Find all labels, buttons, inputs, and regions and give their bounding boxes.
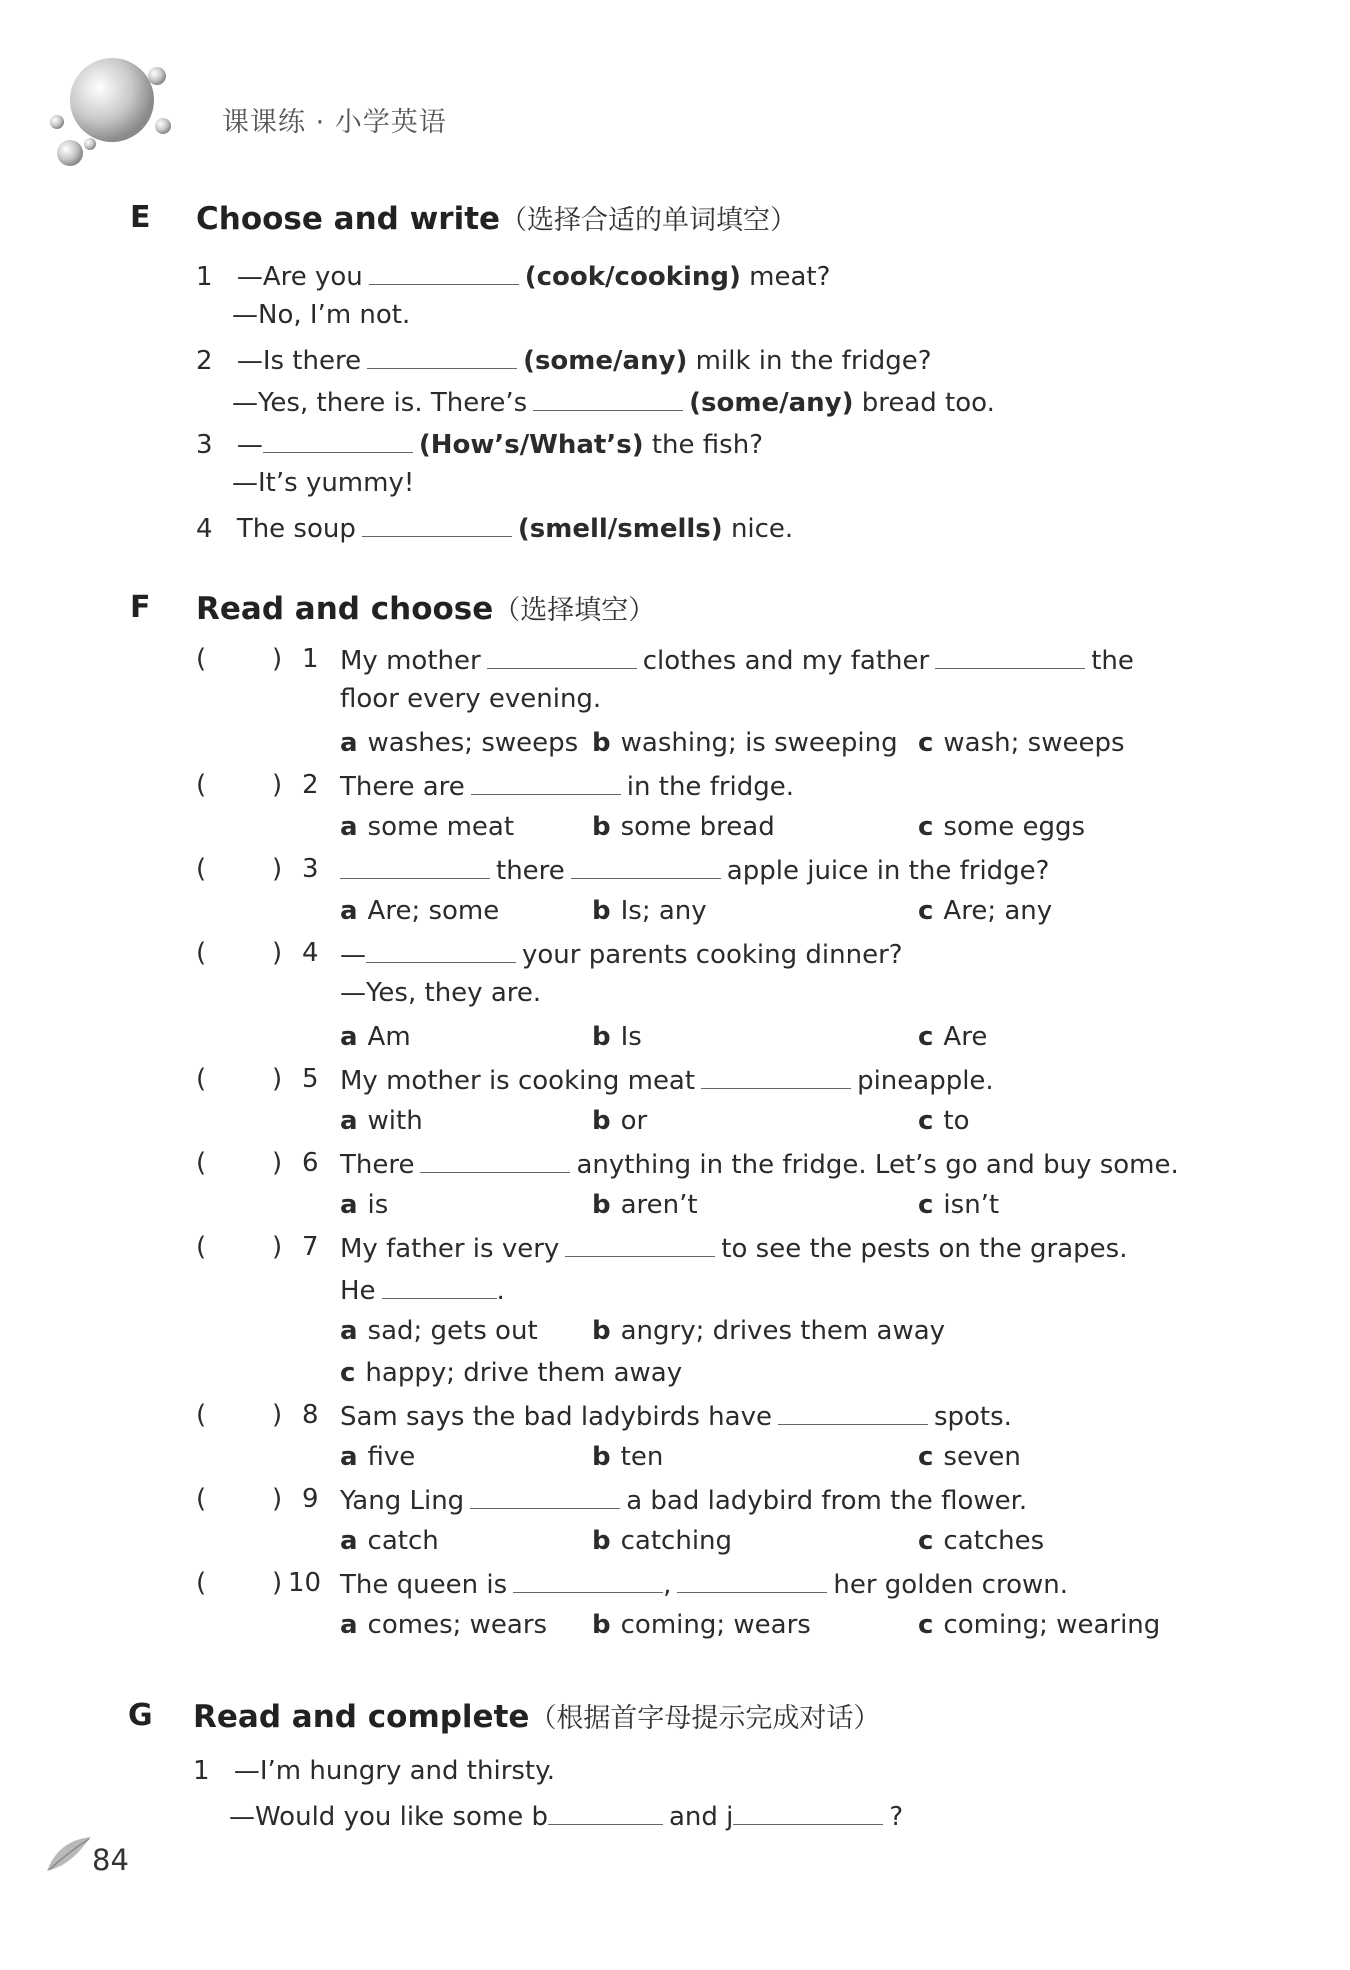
option-key: a	[340, 1442, 358, 1472]
e-q1-reply: —No, I’m not.	[232, 300, 411, 330]
q-number: 4	[302, 938, 319, 968]
q-number: 1	[193, 1756, 210, 1786]
question-text: My mother	[340, 646, 481, 676]
option-text: comes; wears	[367, 1610, 548, 1640]
answer-blank[interactable]	[565, 1232, 715, 1257]
section-f-letter: F	[130, 590, 151, 625]
option-text: Is; any	[620, 896, 707, 926]
option-c[interactable]	[918, 1526, 1044, 1556]
q-number: 9	[302, 1484, 319, 1514]
option-key: b	[592, 1190, 611, 1220]
header-title: 课课练 · 小学英语	[222, 107, 447, 138]
option-c[interactable]	[918, 1022, 987, 1052]
option-a[interactable]	[340, 1106, 423, 1136]
option-text: wash; sweeps	[943, 728, 1125, 758]
question-text: —Yes, there is. There’s	[232, 388, 528, 418]
q-number: 8	[302, 1400, 319, 1430]
question-line	[340, 854, 1049, 884]
option-key: c	[918, 1022, 934, 1052]
option-b[interactable]	[592, 1316, 945, 1346]
option-text: Are; any	[943, 896, 1053, 926]
option-text: some eggs	[943, 812, 1086, 842]
q-number: 3	[196, 430, 213, 460]
answer-blank[interactable]	[263, 428, 413, 453]
question-text: spots.	[933, 1402, 1012, 1432]
option-text: happy; drive them away	[365, 1358, 683, 1388]
question-line	[340, 1232, 1127, 1262]
section-e-heading: Choose and write	[196, 201, 501, 237]
option-c[interactable]	[340, 1358, 682, 1388]
option-c[interactable]	[918, 1106, 970, 1136]
answer-paren-open: (	[196, 1148, 207, 1178]
answer-blank[interactable]	[548, 1800, 663, 1825]
question-text: ?	[889, 1802, 904, 1832]
question-text: milk in the fridge?	[695, 346, 932, 376]
answer-blank[interactable]	[513, 1568, 663, 1593]
word-options: (some/any)	[689, 388, 854, 418]
g-q1-reply	[229, 1800, 903, 1830]
answer-paren-close: )	[272, 1400, 283, 1430]
option-b[interactable]	[592, 1190, 698, 1220]
answer-blank[interactable]	[340, 854, 490, 879]
q-number: 1	[302, 644, 319, 674]
option-text: sad; gets out	[367, 1316, 538, 1346]
answer-paren-close: )	[272, 1148, 283, 1178]
answer-paren-open: (	[196, 1568, 207, 1598]
q-number: 4	[196, 514, 213, 544]
option-key: c	[918, 812, 934, 842]
option-b[interactable]	[592, 1442, 663, 1472]
q-number: 7	[302, 1232, 319, 1262]
option-text: is	[367, 1190, 389, 1220]
answer-blank[interactable]	[533, 386, 683, 411]
option-key: a	[340, 1610, 358, 1640]
answer-box[interactable]	[210, 1400, 266, 1428]
question-text: the	[1091, 646, 1134, 676]
question-text: bread too.	[861, 388, 995, 418]
answer-blank[interactable]	[369, 260, 519, 285]
option-text: five	[367, 1442, 416, 1472]
option-key: c	[918, 1610, 934, 1640]
question-text: and j	[668, 1802, 734, 1832]
question-text: —Is there	[236, 346, 362, 376]
option-key: a	[340, 728, 358, 758]
question-reply: —Yes, they are.	[340, 978, 542, 1008]
question-text: .	[496, 1276, 505, 1306]
answer-paren-open: (	[196, 1400, 207, 1430]
answer-paren-close: )	[272, 1232, 283, 1262]
question-line	[340, 770, 794, 800]
question-text: Yang Ling	[340, 1486, 465, 1516]
answer-box[interactable]	[210, 1484, 266, 1512]
option-key: b	[592, 1442, 611, 1472]
answer-blank[interactable]	[571, 854, 721, 879]
option-key: a	[340, 896, 358, 926]
option-a[interactable]	[340, 896, 499, 926]
option-a[interactable]	[340, 1526, 439, 1556]
section-g-title	[193, 1696, 880, 1735]
option-c[interactable]	[918, 1190, 999, 1220]
question-text: clothes and my father	[642, 646, 930, 676]
option-key: b	[592, 1610, 611, 1640]
option-text: coming; wearing	[943, 1610, 1161, 1640]
answer-paren-open: (	[196, 854, 207, 884]
question-text: —Would you like some b	[229, 1802, 548, 1832]
e-q2-reply	[232, 386, 995, 416]
option-b[interactable]	[592, 896, 707, 926]
q-number: 6	[302, 1148, 319, 1178]
question-text: Sam says the bad ladybirds have	[340, 1402, 772, 1432]
option-key: c	[918, 1190, 934, 1220]
option-key: b	[592, 1316, 611, 1346]
answer-blank[interactable]	[487, 644, 637, 669]
option-text: catch	[367, 1526, 439, 1556]
option-key: c	[340, 1358, 356, 1388]
option-text: to	[943, 1106, 970, 1136]
question-text: The queen is	[340, 1570, 508, 1600]
q-number: 2	[302, 770, 319, 800]
option-key: b	[592, 1106, 611, 1136]
question-text: meat?	[749, 262, 831, 292]
q-number: 3	[302, 854, 319, 884]
answer-blank[interactable]	[778, 1400, 928, 1425]
question-text: He	[340, 1276, 376, 1306]
option-text: aren’t	[620, 1190, 698, 1220]
question-line	[340, 938, 903, 968]
answer-box[interactable]	[210, 770, 266, 798]
option-a[interactable]	[340, 1442, 415, 1472]
word-options: (cook/cooking)	[524, 262, 741, 292]
option-text: Am	[367, 1022, 411, 1052]
section-f-heading: Read and choose	[196, 591, 494, 627]
option-b[interactable]	[592, 812, 775, 842]
question-text: to see the pests on the grapes.	[721, 1234, 1128, 1264]
option-key: a	[340, 812, 358, 842]
question-text: There are	[340, 772, 465, 802]
answer-paren-close: )	[272, 938, 283, 968]
option-text: some bread	[620, 812, 775, 842]
e-q2-line	[196, 344, 932, 374]
g-q1-line	[193, 1758, 555, 1784]
answer-blank[interactable]	[701, 1064, 851, 1089]
option-key: c	[918, 1442, 934, 1472]
question-line	[340, 1484, 1027, 1514]
question-line	[340, 1400, 1012, 1430]
answer-box[interactable]	[210, 1568, 266, 1596]
question-text: My father is very	[340, 1234, 560, 1264]
answer-paren-close: )	[272, 1484, 283, 1514]
answer-blank[interactable]	[733, 1800, 883, 1825]
option-text: seven	[943, 1442, 1021, 1472]
question-line	[340, 1064, 994, 1094]
question-text: in the fridge.	[626, 772, 795, 802]
question-line	[340, 1148, 1179, 1178]
question-text: My mother is cooking meat	[340, 1066, 696, 1096]
word-options: (How’s/What’s)	[418, 430, 644, 460]
answer-blank[interactable]	[362, 512, 512, 537]
option-key: a	[340, 1190, 358, 1220]
answer-blank[interactable]	[366, 938, 516, 963]
option-text: catches	[943, 1526, 1045, 1556]
option-key: a	[340, 1022, 358, 1052]
answer-paren-open: (	[196, 1064, 207, 1094]
option-text: catching	[620, 1526, 733, 1556]
question-text: —	[236, 430, 263, 460]
e-q3-line	[196, 428, 763, 458]
answer-box[interactable]	[210, 854, 266, 882]
q-number: 2	[196, 346, 213, 376]
option-a[interactable]	[340, 1022, 411, 1052]
section-g-subtitle: （根据首字母提示完成对话）	[529, 1703, 881, 1734]
question-text: —	[340, 940, 366, 970]
q-number: 10	[288, 1568, 322, 1598]
option-text: Are	[943, 1022, 988, 1052]
option-key: b	[592, 1022, 611, 1052]
answer-paren-open: (	[196, 770, 207, 800]
answer-blank[interactable]	[471, 770, 621, 795]
answer-box[interactable]	[210, 1064, 266, 1092]
question-text: her golden crown.	[833, 1570, 1069, 1600]
option-a[interactable]	[340, 1190, 388, 1220]
answer-blank[interactable]	[935, 644, 1085, 669]
option-c[interactable]	[918, 896, 1052, 926]
answer-blank[interactable]	[677, 1568, 827, 1593]
option-text: coming; wears	[620, 1610, 811, 1640]
page-number: 84	[92, 1843, 129, 1877]
q-number: 1	[196, 262, 213, 292]
option-text: isn’t	[943, 1190, 1000, 1220]
answer-paren-open: (	[196, 938, 207, 968]
option-b[interactable]	[592, 1610, 811, 1640]
option-key: b	[592, 728, 611, 758]
word-options: (smell/smells)	[517, 514, 723, 544]
answer-box[interactable]	[210, 644, 266, 672]
option-key: b	[592, 896, 611, 926]
option-c[interactable]	[918, 812, 1085, 842]
option-key: c	[918, 728, 934, 758]
section-e-subtitle: （选择合适的单词填空）	[500, 205, 798, 236]
option-key: a	[340, 1106, 358, 1136]
option-key: b	[592, 1526, 611, 1556]
question-text: nice.	[730, 514, 794, 544]
answer-blank[interactable]	[367, 344, 517, 369]
section-f-title	[196, 588, 655, 627]
answer-paren-close: )	[272, 1568, 283, 1598]
answer-paren-close: )	[272, 1064, 283, 1094]
answer-blank[interactable]	[382, 1274, 497, 1299]
option-b[interactable]	[592, 728, 898, 758]
question-line	[340, 644, 1134, 674]
option-a[interactable]	[340, 1610, 547, 1640]
question-text: —I’m hungry and thirsty.	[233, 1756, 556, 1786]
option-key: a	[340, 1526, 358, 1556]
question-text: floor every evening.	[340, 684, 602, 714]
e-q4-line	[196, 512, 793, 542]
e-q3-reply: —It’s yummy!	[232, 468, 415, 498]
option-key: c	[918, 1106, 934, 1136]
answer-paren-open: (	[196, 1484, 207, 1514]
question-text: —Are you	[236, 262, 363, 292]
question-text: the fish?	[651, 430, 763, 460]
answer-paren-close: )	[272, 854, 283, 884]
question-text: your parents cooking dinner?	[522, 940, 903, 970]
option-a[interactable]	[340, 728, 578, 758]
option-b[interactable]	[592, 1106, 647, 1136]
answer-paren-close: )	[272, 644, 283, 674]
answer-paren-open: (	[196, 1232, 207, 1262]
question-line	[340, 1274, 505, 1304]
section-f-subtitle: （选择填空）	[493, 595, 656, 626]
question-text: there	[496, 856, 565, 886]
question-text: a bad ladybird from the flower.	[626, 1486, 1028, 1516]
option-text: Is	[620, 1022, 642, 1052]
question-text: pineapple.	[857, 1066, 994, 1096]
question-text: ,	[663, 1570, 672, 1600]
option-text: ten	[620, 1442, 664, 1472]
answer-paren-open: (	[196, 644, 207, 674]
option-b[interactable]	[592, 1526, 732, 1556]
question-text: The soup	[236, 514, 356, 544]
option-c[interactable]	[918, 728, 1125, 758]
answer-blank[interactable]	[420, 1148, 570, 1173]
option-a[interactable]	[340, 812, 514, 842]
option-text: washing; is sweeping	[620, 728, 898, 758]
word-options: (some/any)	[523, 346, 688, 376]
question-text: There	[340, 1150, 415, 1180]
question-text: apple juice in the fridge?	[726, 856, 1050, 886]
option-key: c	[918, 1526, 934, 1556]
option-text: Are; some	[367, 896, 500, 926]
q-number: 5	[302, 1064, 319, 1094]
section-e-title	[196, 198, 797, 237]
option-text: some meat	[367, 812, 515, 842]
section-e-letter: E	[130, 200, 151, 235]
option-c[interactable]	[918, 1610, 1160, 1640]
answer-blank[interactable]	[470, 1484, 620, 1509]
option-text: washes; sweeps	[367, 728, 579, 758]
option-b[interactable]	[592, 1022, 642, 1052]
section-g-letter: G	[128, 1698, 153, 1733]
option-key: a	[340, 1316, 358, 1346]
option-c[interactable]	[918, 1442, 1021, 1472]
section-g-heading: Read and complete	[193, 1699, 530, 1735]
answer-box[interactable]	[210, 1232, 266, 1260]
answer-box[interactable]	[210, 938, 266, 966]
option-key: c	[918, 896, 934, 926]
answer-paren-close: )	[272, 770, 283, 800]
leaf-icon	[45, 1835, 95, 1875]
option-text: with	[367, 1106, 423, 1136]
option-text: or	[620, 1106, 648, 1136]
question-text: anything in the fridge. Let’s go and buy some.	[576, 1150, 1179, 1180]
option-key: b	[592, 812, 611, 842]
option-text: angry; drives them away	[620, 1316, 946, 1346]
option-a[interactable]	[340, 1316, 538, 1346]
question-line	[340, 1568, 1068, 1598]
answer-box[interactable]	[210, 1148, 266, 1176]
e-q1-line	[196, 260, 830, 290]
bubbles-decoration	[40, 48, 190, 178]
